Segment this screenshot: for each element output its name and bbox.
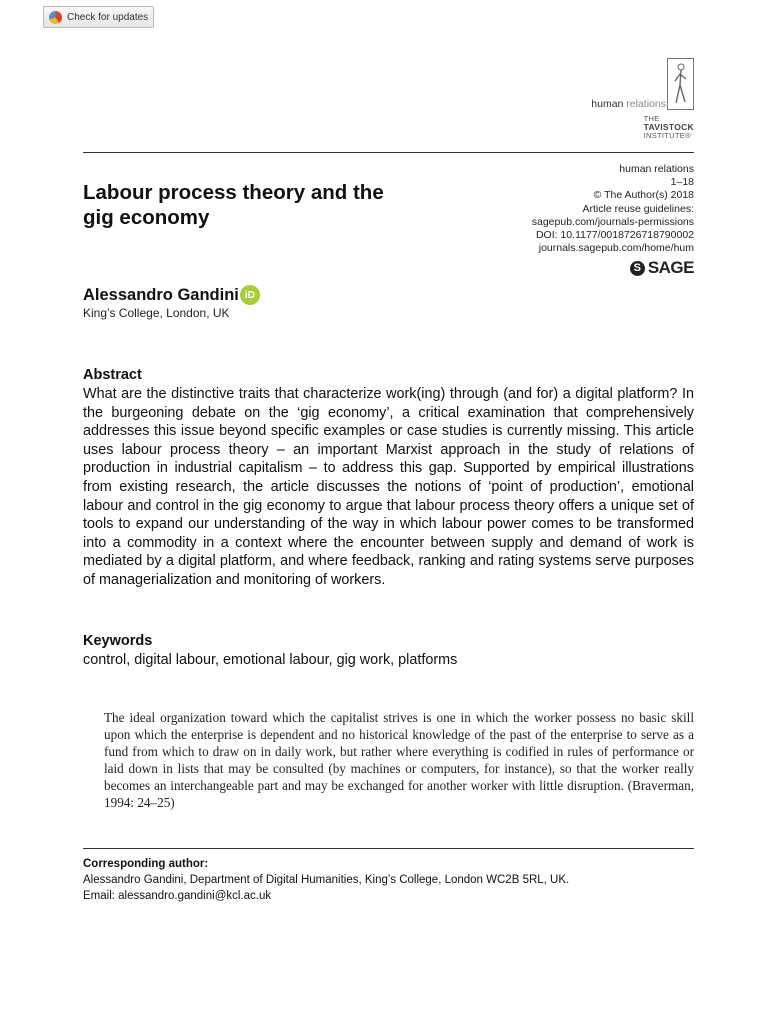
corresponding-author-heading: Corresponding author: [83,858,209,870]
meta-copyright: © The Author(s) 2018 [593,189,694,202]
orcid-icon[interactable]: iD [240,285,260,305]
journal-name: human relations [591,98,666,110]
abstract-heading: Abstract [83,367,142,383]
author-affiliation: King’s College, London, UK [83,306,230,320]
meta-reuse-label: Article reuse guidelines: [582,202,694,215]
check-for-updates-button[interactable] [43,6,154,28]
check-for-updates-label: Check for updates [67,11,149,23]
meta-pages: 1–18 [670,176,694,189]
footer-divider [83,848,694,849]
author-name: Alessandro Gandini iD [83,285,260,305]
meta-permissions-link[interactable]: sagepub.com/journals-permissions [531,215,694,228]
sage-s-icon: S [630,261,645,276]
meta-journal-link[interactable]: journals.sagepub.com/home/hum [538,242,694,255]
epigraph-quote: The ideal organization toward which the capitalist strives is one in which the worker possess no basic skill upon which the enterprise is dependent and no historical knowledge of the past of the enterprise to serve as a fund from which to draw on in daily work, but rather where everything is codified in rules of performance or laid down in lists that may be consulted (by machines or computers, for instance), so that the worker really becomes an interchangeable part and may be exchanged for another worker with little disruption. (Braverman, 1994: 24–25) [104,710,694,810]
corresponding-author-email[interactable]: Email: alessandro.gandini@kcl.ac.uk [83,890,272,902]
header-divider [83,152,694,153]
article-metadata [532,163,694,255]
meta-doi[interactable]: DOI: 10.1177/0018726718790002 [535,229,694,242]
keywords-text: control, digital labour, emotional labour, gig work, platforms [83,652,458,668]
crossmark-icon [49,11,62,24]
keywords-heading: Keywords [83,633,153,649]
tavistock-institute-logo: THE TAVISTOCK INSTITUTE® [643,114,694,140]
abstract-text: What are the distinctive traits that characterize work(ing) through (and for) a digital platform? In the burgeoning debate on the ‘gig economy’, a critical examination that comprehensively addresses this issue beyond specific examples or case studies is currently missing. This article uses labour process theory – an important Marxist approach in the study of relations of production in industrial capitalism – to address this gap. Supported by empirical illustrations from existing research, the article discusses the notions of ‘point of production’, emotional labour and control in the gig economy to argue that labour process theory offers a unique set of tools to expand our understanding of the way in which labour power comes to be transformed into a commodity in a context where the encounter between supply and demand of work is mediated by a digital platform, and where feedback, ranking and rating systems serve purposes of managerialization and monitoring of workers. [83,386,694,588]
journal-figure-logo [667,58,694,110]
corresponding-author-address: Alessandro Gandini, Department of Digital Humanities, King’s College, London WC2B 5RL, UK. [83,874,570,886]
meta-journal: human relations [619,163,694,175]
sage-logo: S SAGE [630,258,694,278]
article-title: Labour process theory and the gig economy [83,181,384,229]
walking-figure-icon [668,59,693,109]
